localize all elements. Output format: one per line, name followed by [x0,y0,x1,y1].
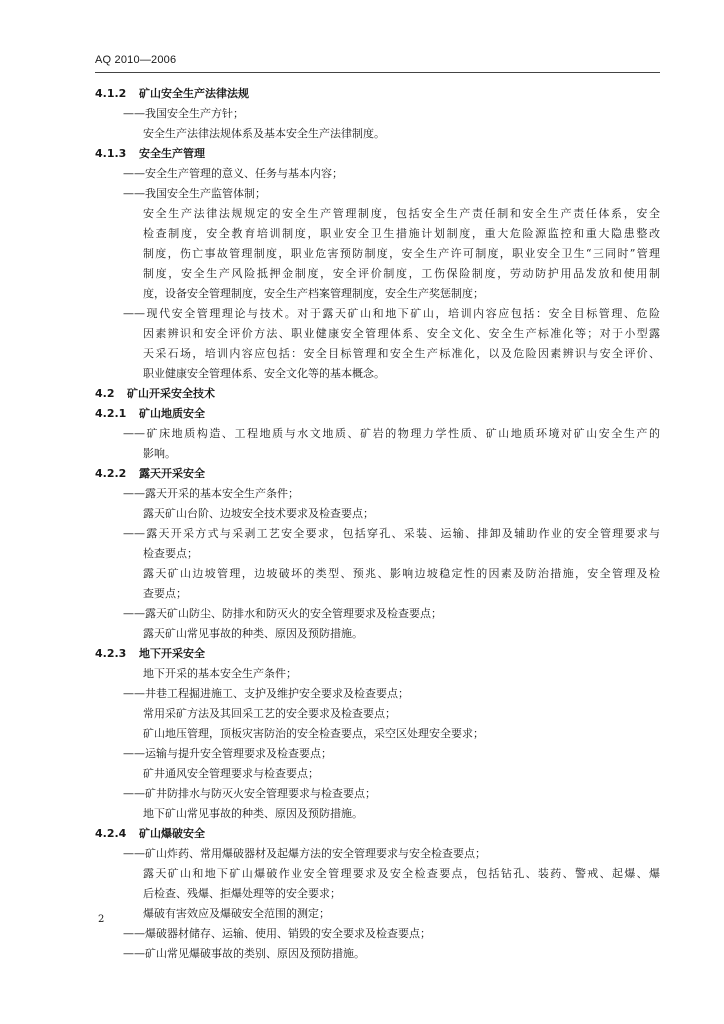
paragraph-line: 职业健康安全管理体系、安全文化等的基本概念。 [143,367,385,380]
paragraph-line: 查要点； [143,587,187,600]
section-title: 矿山爆破安全 [139,827,205,840]
section-heading [95,404,660,424]
section-heading [95,384,660,404]
section-number: 4.1.3 [95,147,127,160]
section-heading [95,464,660,484]
section-number: 4.2.3 [95,647,127,660]
section-title: 安全生产管理 [139,147,205,160]
section-number: 4.2.2 [95,467,127,480]
list-item: ——安全生产管理的意义、任务与基本内容； [123,167,343,180]
paragraph-line: 制度，伤亡事故管理制度，职业危害预防制度，安全生产许可制度，职业安全卫生“三同时”管理 [143,247,660,260]
paragraph-line: 露天矿山和地下矿山爆破作业安全管理要求及安全检查要点，包括钻孔、装药、警戒、起爆、爆 [143,867,660,880]
section-heading [95,824,660,844]
paragraph-line: 露天矿山常见事故的种类、原因及预防措施。 [143,627,363,640]
section-heading [95,84,660,104]
paragraph-line: 常用采矿方法及其回采工艺的安全要求及检查要点； [143,707,396,720]
section-number: 4.2.1 [95,407,127,420]
paragraph-line: 检查制度，安全教育培训制度，职业安全卫生措施计划制度，重大危险源监控和重大隐患整改 [143,227,660,240]
list-item: ——现代安全管理理论与技术。对于露天矿山和地下矿山，培训内容应包括：安全目标管理、危险 [123,307,660,320]
paragraph-line: 因素辨识和安全评价方法、职业健康安全管理体系、安全文化、安全生产标准化等；对于小型露 [143,327,660,340]
section-number: 4.2 [95,387,115,400]
section-title: 矿山开采安全技术 [127,387,215,400]
page-number: 2 [98,914,105,925]
standard-code-header: AQ 2010—2006 [95,54,177,66]
list-item: ——露天开采的基本安全生产条件； [123,487,299,500]
list-item: ——我国安全生产监管体制； [123,187,266,200]
section-title: 矿山地质安全 [139,407,205,420]
paragraph-line: 安全生产法律法规规定的安全生产管理制度，包括安全生产责任制和安全生产责任体系，安全 [143,207,660,220]
section-title: 地下开采安全 [139,647,205,660]
list-item: ——矿井防排水与防灭火安全管理要求与检查要点； [123,787,376,800]
paragraph-line: 地下开采的基本安全生产条件； [143,667,297,680]
header-rule [95,72,660,73]
paragraph-line: 天采石场，培训内容应包括：安全目标管理和安全生产标准化，以及危险因素辨识与安全评价、 [143,347,660,360]
list-item: ——运输与提升安全管理要求及检查要点； [123,747,332,760]
section-number: 4.1.2 [95,87,127,100]
paragraph-line: 后检查、残爆、拒爆处理等的安全要求； [143,887,341,900]
list-item: ——露天矿山防尘、防排水和防灭火的安全管理要求及检查要点； [123,607,442,620]
list-item: ——矿床地质构造、工程地质与水文地质、矿岩的物理力学性质、矿山地质环境对矿山安全生产的 [123,427,660,440]
section-title: 露天开采安全 [139,467,205,480]
paragraph-line: 露天矿山边坡管理，边坡破坏的类型、预兆、影响边坡稳定性的因素及防治措施，安全管理及检 [143,567,660,580]
section-heading [95,644,660,664]
document-body [95,84,660,964]
paragraph-line: 矿井通风安全管理要求与检查要点； [143,767,319,780]
paragraph-line: 影响。 [143,447,176,460]
paragraph-line: 地下矿山常见事故的种类、原因及预防措施。 [143,807,363,820]
paragraph-line: 度，设备安全管理制度，安全生产档案管理制度，安全生产奖惩制度； [143,287,484,300]
list-item: ——我国安全生产方针； [123,107,244,120]
paragraph-line: 制度，安全生产风险抵押金制度，安全评价制度，工伤保险制度，劳动防护用品发放和使用制 [143,267,660,280]
list-item: ——井巷工程掘进施工、支护及维护安全要求及检查要点； [123,687,409,700]
list-item: ——矿山炸药、常用爆破器材及起爆方法的安全管理要求与安全检查要点； [123,847,486,860]
paragraph-line: 安全生产法律法规体系及基本安全生产法律制度。 [143,127,385,140]
section-title: 矿山安全生产法律法规 [139,87,249,100]
list-item: ——矿山常见爆破事故的类别、原因及预防措施。 [123,947,365,960]
list-item: ——露天开采方式与采剥工艺安全要求，包括穿孔、采装、运输、排卸及辅助作业的安全管理要求与 [123,527,660,540]
paragraph-line: 矿山地压管理，顶板灾害防治的安全检查要点，采空区处理安全要求； [143,727,484,740]
paragraph-line: 检查要点； [143,547,198,560]
paragraph-line: 爆破有害效应及爆破安全范围的测定； [143,907,330,920]
list-item: ——爆破器材储存、运输、使用、销毁的安全要求及检查要点； [123,927,431,940]
section-number: 4.2.4 [95,827,127,840]
section-heading [95,144,660,164]
paragraph-line: 露天矿山台阶、边坡安全技术要求及检查要点； [143,507,374,520]
